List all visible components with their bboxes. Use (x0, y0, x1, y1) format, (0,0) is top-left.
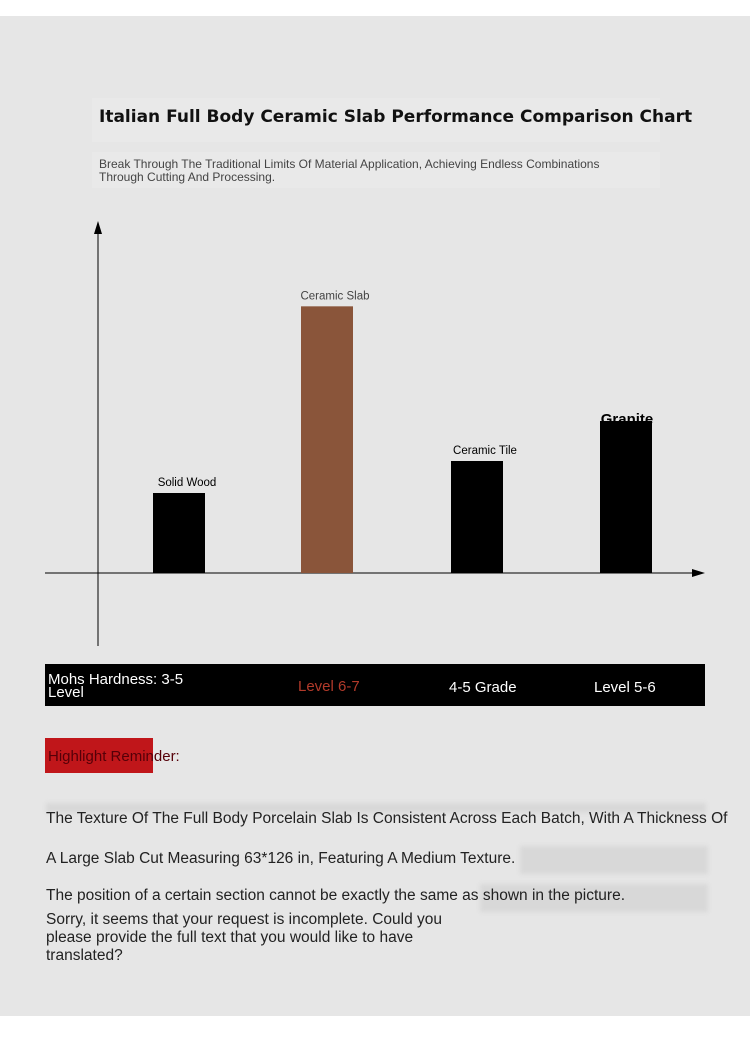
bar-label-solid-wood: Solid Wood (157, 477, 217, 489)
bar-ceramic-tile (451, 461, 503, 573)
highlight-label: Highlight Reminder: (48, 748, 180, 765)
y-axis-arrow (94, 221, 102, 234)
level-label-ceramic-tile: 4-5 Grade (449, 679, 517, 696)
body-line-2: A Large Slab Cut Measuring 63*126 in, Featuring A Medium Texture. (46, 850, 516, 867)
bar-solid-wood (153, 493, 205, 573)
chart-title: Italian Full Body Ceramic Slab Performance Comparison Chart (99, 107, 693, 127)
level-label-ceramic-slab: Level 6-7 (298, 678, 360, 695)
level-band (45, 664, 705, 706)
body-line-3: The position of a certain section cannot be exactly the same as shown in the picture. (46, 887, 625, 904)
bar-label-granite: Granite (600, 411, 654, 428)
body-note: Sorry, it seems that your request is incomplete. Could you please provide the full text that you would like to have translated? (46, 911, 442, 964)
bar-label-ceramic-tile: Ceramic Tile (453, 445, 517, 457)
bar-granite (600, 421, 652, 573)
smudge (520, 846, 708, 874)
body-line-1: The Texture Of The Full Body Porcelain Slab Is Consistent Across Each Batch, With A Thickness Of (46, 810, 728, 827)
bar-ceramic-slab (301, 306, 353, 573)
chart-subtitle: Break Through The Traditional Limits Of Material Application, Achieving Endless Combinations Through Cutting And Processing. (99, 157, 600, 184)
level-label-solid-wood: Mohs Hardness: 3-5 Level (48, 671, 184, 701)
level-label-granite: Level 5-6 (594, 679, 656, 696)
bar-label-ceramic-slab: Ceramic Slab (300, 290, 370, 303)
x-axis-arrow (692, 569, 705, 577)
